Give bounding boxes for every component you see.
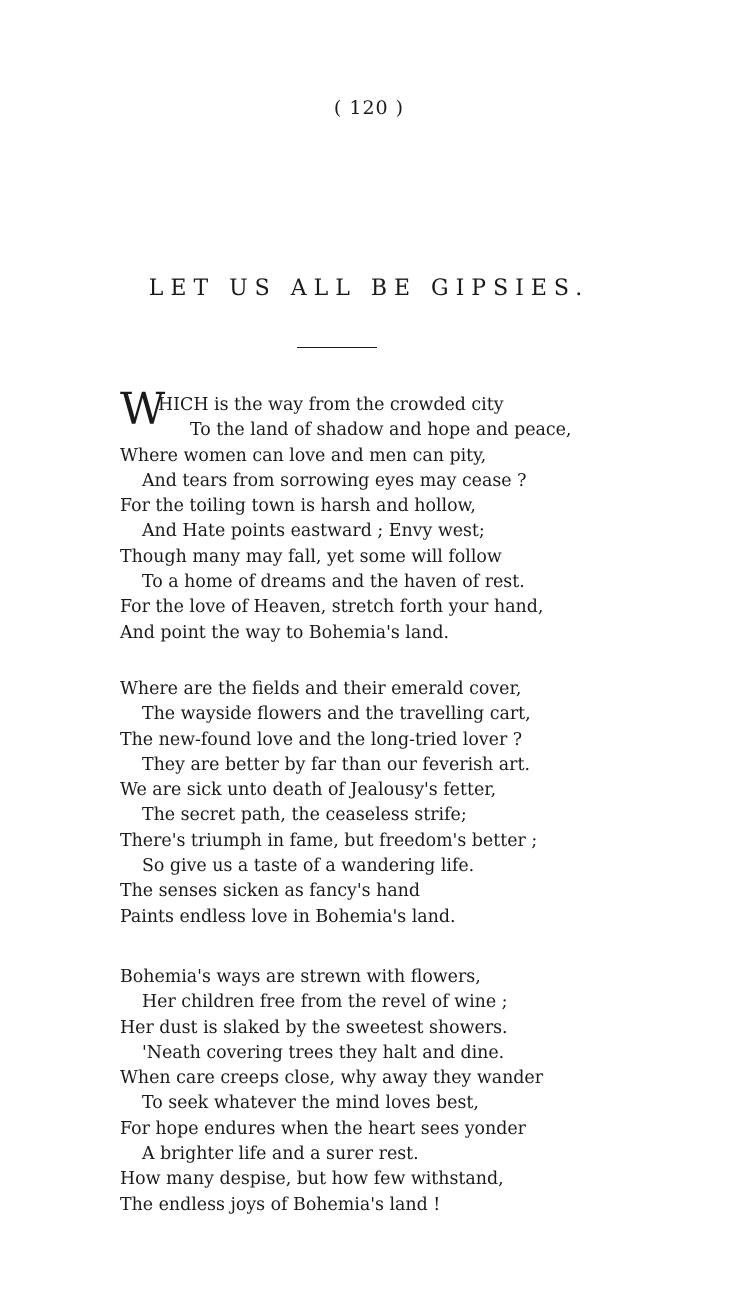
poem-line: The wayside flowers and the travelling cart, (142, 704, 531, 725)
stanza-3 (120, 965, 720, 1218)
drop-cap: W (120, 384, 166, 435)
poem-line: The secret path, the ceaseless strife; (142, 805, 467, 826)
poem-line: When care creeps close, why away they wander (120, 1068, 544, 1089)
poem-line: The new-found love and the long-tried lover ? (120, 729, 523, 750)
poem-line: For hope endures when the heart sees yonder (120, 1118, 526, 1139)
poem-line: Her dust is slaked by the sweetest showers. (120, 1017, 508, 1038)
stanza-2 (120, 677, 720, 930)
poem-line: Where women can love and men can pity, (120, 445, 487, 466)
poem-line: And tears from sorrowing eyes may cease ? (142, 470, 527, 491)
poem-line: And point the way to Bohemia's land. (120, 622, 450, 643)
poem-line: And Hate points eastward ; Envy west; (142, 521, 485, 542)
poem-line: Where are the fields and their emerald cover, (120, 679, 522, 699)
poem-line: Bohemia's ways are strewn with flowers, (120, 967, 481, 987)
poem-line: For the love of Heaven, stretch forth your hand, (120, 597, 544, 618)
poem-line: The senses sicken as fancy's hand (120, 881, 421, 902)
poem-line: The endless joys of Bohemia's land ! (120, 1194, 441, 1215)
poem-title: LET US ALL BE GIPSIES. (148, 276, 590, 301)
stanza-1 (120, 384, 720, 646)
poem-line: To the land of shadow and hope and peace, (190, 420, 572, 441)
poem-line: Paints endless love in Bohemia's land. (120, 906, 456, 927)
poem-line: A brighter life and a surer rest. (142, 1144, 419, 1165)
poem-line: To seek whatever the mind loves best, (142, 1093, 479, 1114)
poem-line: There's triumph in fame, but freedom's better ; (120, 830, 538, 851)
poem-line: 'Neath covering trees they halt and dine. (142, 1042, 505, 1063)
poem-line: Though many may fall, yet some will follow (120, 546, 502, 567)
poem-line: We are sick unto death of Jealousy's fetter, (120, 780, 497, 801)
poem-line: To a home of dreams and the haven of rest. (142, 572, 525, 593)
title-rule (297, 347, 377, 348)
poem-line: How many despise, but how few withstand, (120, 1169, 504, 1190)
poem-line: So give us a taste of a wandering life. (142, 856, 475, 877)
poem-line-text: HICH is the way from the crowded city (158, 395, 504, 415)
poem-line: They are better by far than our feverish art. (142, 754, 530, 775)
poem-line: Her children free from the revel of wine ; (142, 992, 508, 1013)
page-number: ( 120 ) (333, 97, 405, 119)
poem-line: For the toiling town is harsh and hollow, (120, 496, 476, 517)
